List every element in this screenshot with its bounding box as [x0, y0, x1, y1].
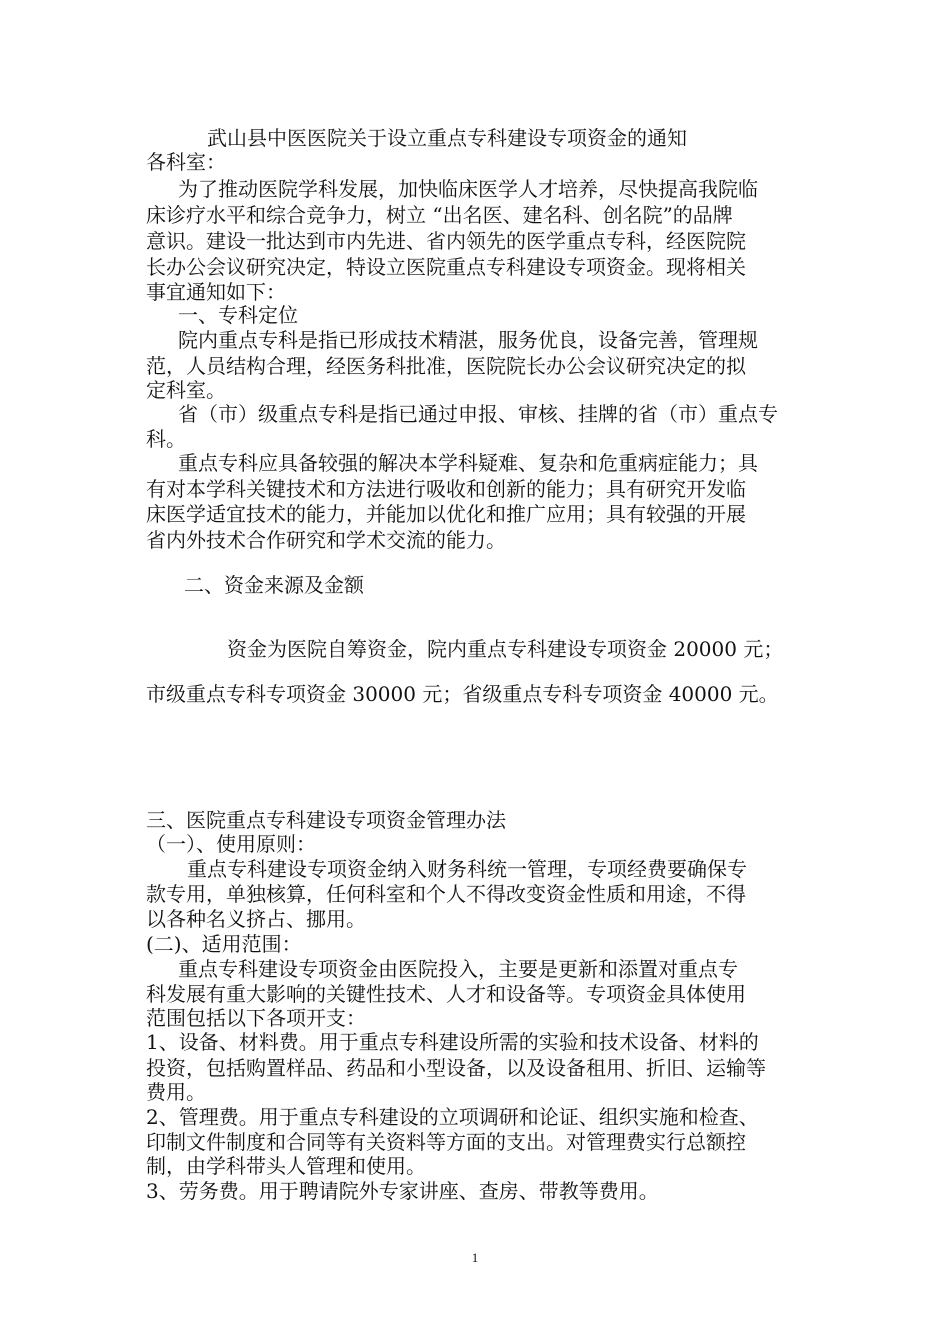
paragraph-line: 市级重点专科专项资金 30000 元；省级重点专科专项资金 40000 元。	[146, 682, 779, 706]
paragraph-line: 事宜通知如下：	[146, 280, 286, 304]
section-heading: 一、专科定位	[178, 303, 298, 327]
paragraph-line: 科发展有重大影响的关键性技术、人才和设备等。专项资金具体使用	[146, 982, 746, 1006]
paragraph-line: 省内外技术合作研究和学术交流的能力。	[146, 528, 506, 552]
paragraph-line: 重点专科建设专项资金纳入财务科统一管理，专项经费要确保专	[187, 857, 747, 881]
paragraph-line: 投资，包括购置样品、药品和小型设备，以及设备租用、折旧、运输等	[146, 1056, 766, 1080]
list-item: 1、设备、材料费。用于重点专科建设所需的实验和技术设备、材料的	[146, 1030, 759, 1054]
paragraph-line: 重点专科应具备较强的解决本学科疑难、复杂和危重病症能力；具	[178, 451, 758, 475]
list-item: 2、管理费。用于重点专科建设的立项调研和论证、组织实施和检查、	[146, 1105, 759, 1129]
paragraph-line: 为了推动医院学科发展，加快临床医学人才培养，尽快提高我院临	[178, 177, 758, 201]
paragraph-line: 科。	[146, 427, 186, 451]
paragraph-line: 范围包括以下各项开支：	[146, 1006, 366, 1030]
subsection-heading: （一）、使用原则：	[146, 832, 316, 856]
paragraph-line: 床医学适宜技术的能力，并能加以优化和推广应用；具有较强的开展	[146, 502, 746, 526]
paragraph-line: 有对本学科关键技术和方法进行吸收和创新的能力；具有研究开发临	[146, 477, 746, 501]
paragraph-line: 款专用，单独核算，任何科室和个人不得改变资金性质和用途，不得	[146, 882, 746, 906]
paragraph-line: 制，由学科带头人管理和使用。	[146, 1154, 426, 1178]
paragraph-line: 意识。建设一批达到市内先进、省内领先的医学重点专科，经医院院	[146, 229, 746, 253]
paragraph-line: 资金为医院自筹资金，院内重点专科建设专项资金 20000 元；	[227, 637, 784, 661]
section-heading: 二、资金来源及金额	[184, 573, 364, 597]
paragraph-line: 重点专科建设专项资金由医院投入，主要是更新和添置对重点专	[178, 957, 738, 981]
list-item: 3、劳务费。用于聘请院外专家讲座、查房、带教等费用。	[146, 1179, 659, 1203]
paragraph-line: 床诊疗水平和综合竞争力，树立 “出名医、建名科、创名院”的品牌	[146, 203, 733, 227]
subsection-heading: (二)、适用范围：	[146, 932, 302, 956]
salutation: 各科室：	[146, 150, 226, 174]
paragraph-line: 省（市）级重点专科是指已通过申报、审核、挂牌的省（市）重点专	[178, 402, 778, 426]
paragraph-line: 费用。	[146, 1080, 206, 1104]
page-number: 1	[471, 1250, 479, 1265]
document-title: 武山县中医医院关于设立重点专科建设专项资金的通知	[207, 126, 687, 150]
paragraph-line: 定科室。	[146, 378, 226, 402]
section-heading: 三、医院重点专科建设专项资金管理办法	[146, 808, 506, 832]
paragraph-line: 长办公会议研究决定，特设立医院重点专科建设专项资金。现将相关	[146, 255, 746, 279]
paragraph-line: 范，人员结构合理，经医务科批准，医院院长办公会议研究决定的拟	[146, 354, 746, 378]
paragraph-line: 印制文件制度和合同等有关资料等方面的支出。对管理费实行总额控	[146, 1130, 746, 1154]
paragraph-line: 以各种名义挤占、挪用。	[146, 907, 366, 931]
paragraph-line: 院内重点专科是指已形成技术精湛，服务优良，设备完善，管理规	[178, 328, 758, 352]
